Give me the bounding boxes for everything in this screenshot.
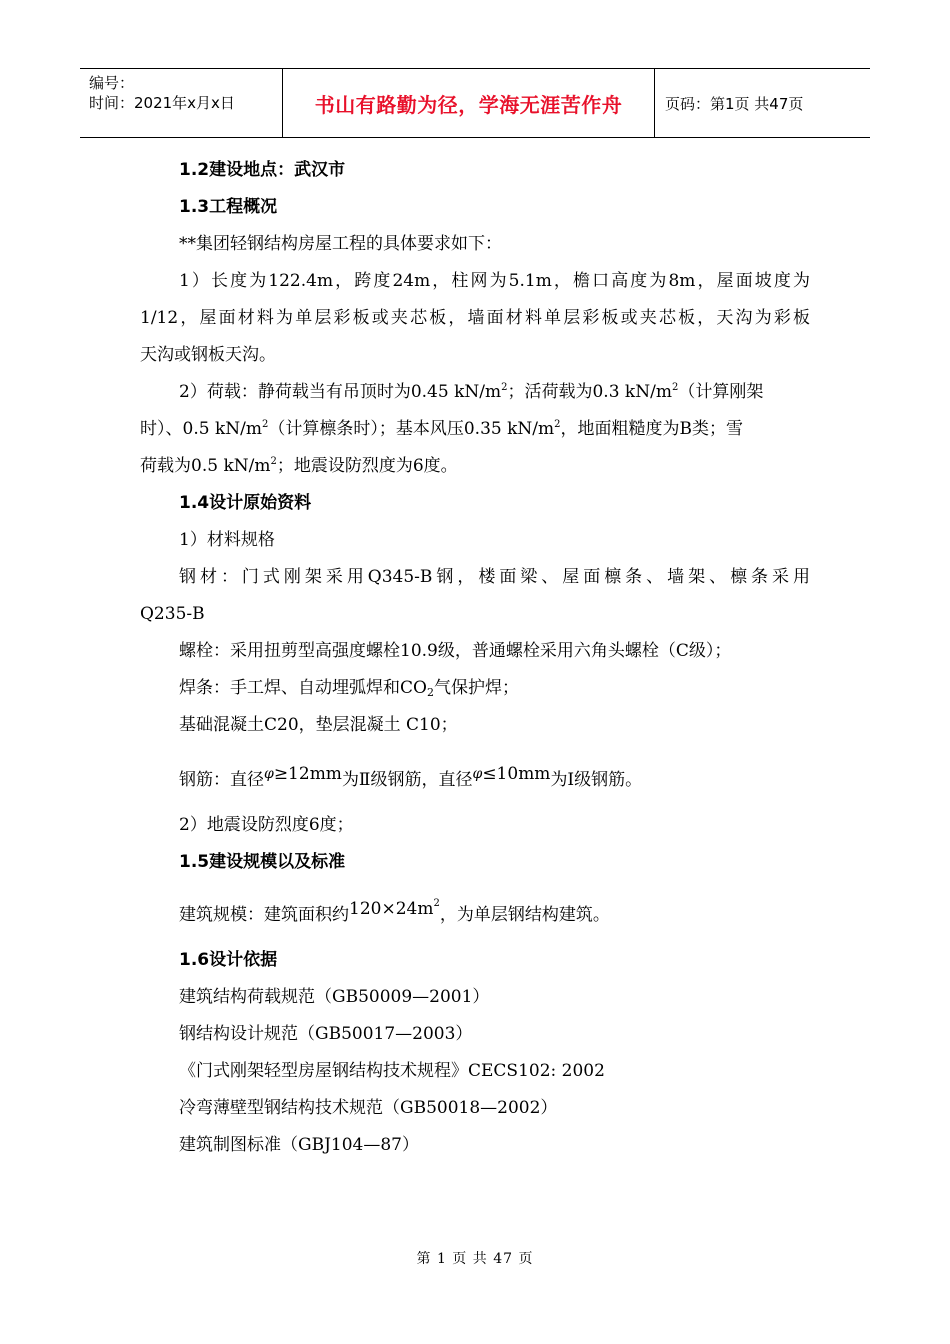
paragraph-1-line-3: 天沟或钢板天沟。 bbox=[140, 345, 276, 365]
section-heading-1-6: 1.6设计依据 bbox=[179, 950, 278, 970]
text: 荷载为0.5 kN/m bbox=[140, 456, 271, 476]
math-expression: 120×24m bbox=[349, 899, 434, 919]
material-spec-title: 1）材料规格 bbox=[179, 530, 275, 550]
reference-item: 建筑结构荷载规范（GB50009—2001） bbox=[179, 987, 490, 1007]
page-info: 页码：第1页 共47页 bbox=[665, 94, 804, 113]
header-meta bbox=[80, 69, 282, 137]
intro-paragraph: **集团轻钢结构房屋工程的具体要求如下： bbox=[179, 234, 502, 254]
superscript: 2 bbox=[671, 382, 679, 393]
superscript: 2 bbox=[433, 898, 440, 909]
reference-item: 建筑制图标准（GBJ104—87） bbox=[179, 1135, 419, 1155]
steel-line-2: Q235-B bbox=[140, 604, 205, 624]
superscript: 2 bbox=[261, 419, 269, 430]
section-heading-1-5: 1.5建设规模以及标准 bbox=[179, 852, 346, 872]
superscript: 2 bbox=[270, 456, 277, 467]
section-heading-1-4: 1.4设计原始资料 bbox=[179, 493, 312, 513]
text: 时）、0.5 kN/m bbox=[140, 419, 262, 439]
header-motto-cell bbox=[282, 69, 655, 137]
motto: 书山有路勤为径，学海无涯苦作舟 bbox=[314, 92, 623, 117]
phi-symbol: φ bbox=[264, 766, 274, 782]
steel-line-1: 钢材：门式刚架采用Q345-B钢，楼面梁、屋面檩条、墙架、檩条采用 bbox=[179, 567, 810, 587]
document-body bbox=[140, 152, 810, 1164]
phi-symbol: φ bbox=[472, 766, 483, 782]
text: （计算刚架 bbox=[678, 382, 764, 402]
text: ；地震设防烈度为6度。 bbox=[276, 456, 458, 476]
superscript: 2 bbox=[501, 382, 508, 393]
text: 气保护焊； bbox=[433, 678, 519, 698]
text: ，为单层钢结构建筑。 bbox=[439, 905, 610, 925]
scale-line bbox=[140, 891, 810, 934]
text: 钢筋：直径 bbox=[179, 770, 264, 790]
weld-line bbox=[140, 670, 810, 707]
seismic-line: 2）地震设防烈度6度； bbox=[179, 815, 354, 835]
math-expression: ≤10mm bbox=[482, 764, 551, 784]
reference-item: 《门式刚架轻型房屋钢结构技术规程》CECS102: 2002 bbox=[179, 1061, 605, 1081]
concrete-line: 基础混凝土C20，垫层混凝土 C10； bbox=[179, 715, 458, 735]
text: 建筑规模：建筑面积约 bbox=[179, 905, 349, 925]
text: ，地面粗糙度为B类；雪 bbox=[560, 419, 743, 439]
section-heading-1-3: 1.3工程概况 bbox=[179, 197, 278, 217]
paragraph-2-line-3 bbox=[140, 448, 810, 485]
page-footer: 第 1 页 共 47 页 bbox=[416, 1251, 534, 1267]
section-heading-1-2: 1.2建设地点：武汉市 bbox=[179, 160, 346, 180]
reference-item: 钢结构设计规范（GB50017—2003） bbox=[179, 1024, 473, 1044]
rebar-line bbox=[140, 756, 810, 799]
paragraph-2-line-1 bbox=[140, 374, 810, 411]
paragraph-2-line-2 bbox=[140, 411, 810, 448]
text: 2）荷载：静荷载当有吊顶时为0.45 kN/m bbox=[179, 382, 502, 402]
reference-item: 冷弯薄壁型钢结构技术规范（GB50018—2002） bbox=[179, 1098, 558, 1118]
text: 焊条：手工焊、自动埋弧焊和CO bbox=[179, 678, 427, 698]
subscript: 2 bbox=[426, 686, 434, 699]
header-table bbox=[80, 68, 870, 138]
time-label: 时间：2021年x月x日 bbox=[89, 94, 235, 112]
text: 为Ⅰ级钢筋。 bbox=[550, 770, 643, 790]
text: 为Ⅱ级钢筋，直径 bbox=[341, 770, 473, 790]
text: ；活荷载为0.3 kN/m bbox=[507, 382, 672, 402]
bolt-line: 螺栓：采用扭剪型高强度螺栓10.9级，普通螺栓采用六角头螺栓（C级）； bbox=[179, 641, 732, 661]
math-expression: ≥12mm bbox=[273, 764, 342, 784]
superscript: 2 bbox=[554, 419, 561, 430]
paragraph-1-line-2: 1/12，屋面材料为单层彩板或夹芯板，墙面材料单层彩板或夹芯板，天沟为彩板 bbox=[140, 308, 810, 328]
number-label: 编号： bbox=[89, 74, 135, 92]
text: （计算檩条时）；基本风压0.35 kN/m bbox=[268, 419, 555, 439]
paragraph-1-line-1: 1）长度为122.4m，跨度24m，柱网为5.1m，檐口高度为8m，屋面坡度为 bbox=[179, 271, 810, 291]
